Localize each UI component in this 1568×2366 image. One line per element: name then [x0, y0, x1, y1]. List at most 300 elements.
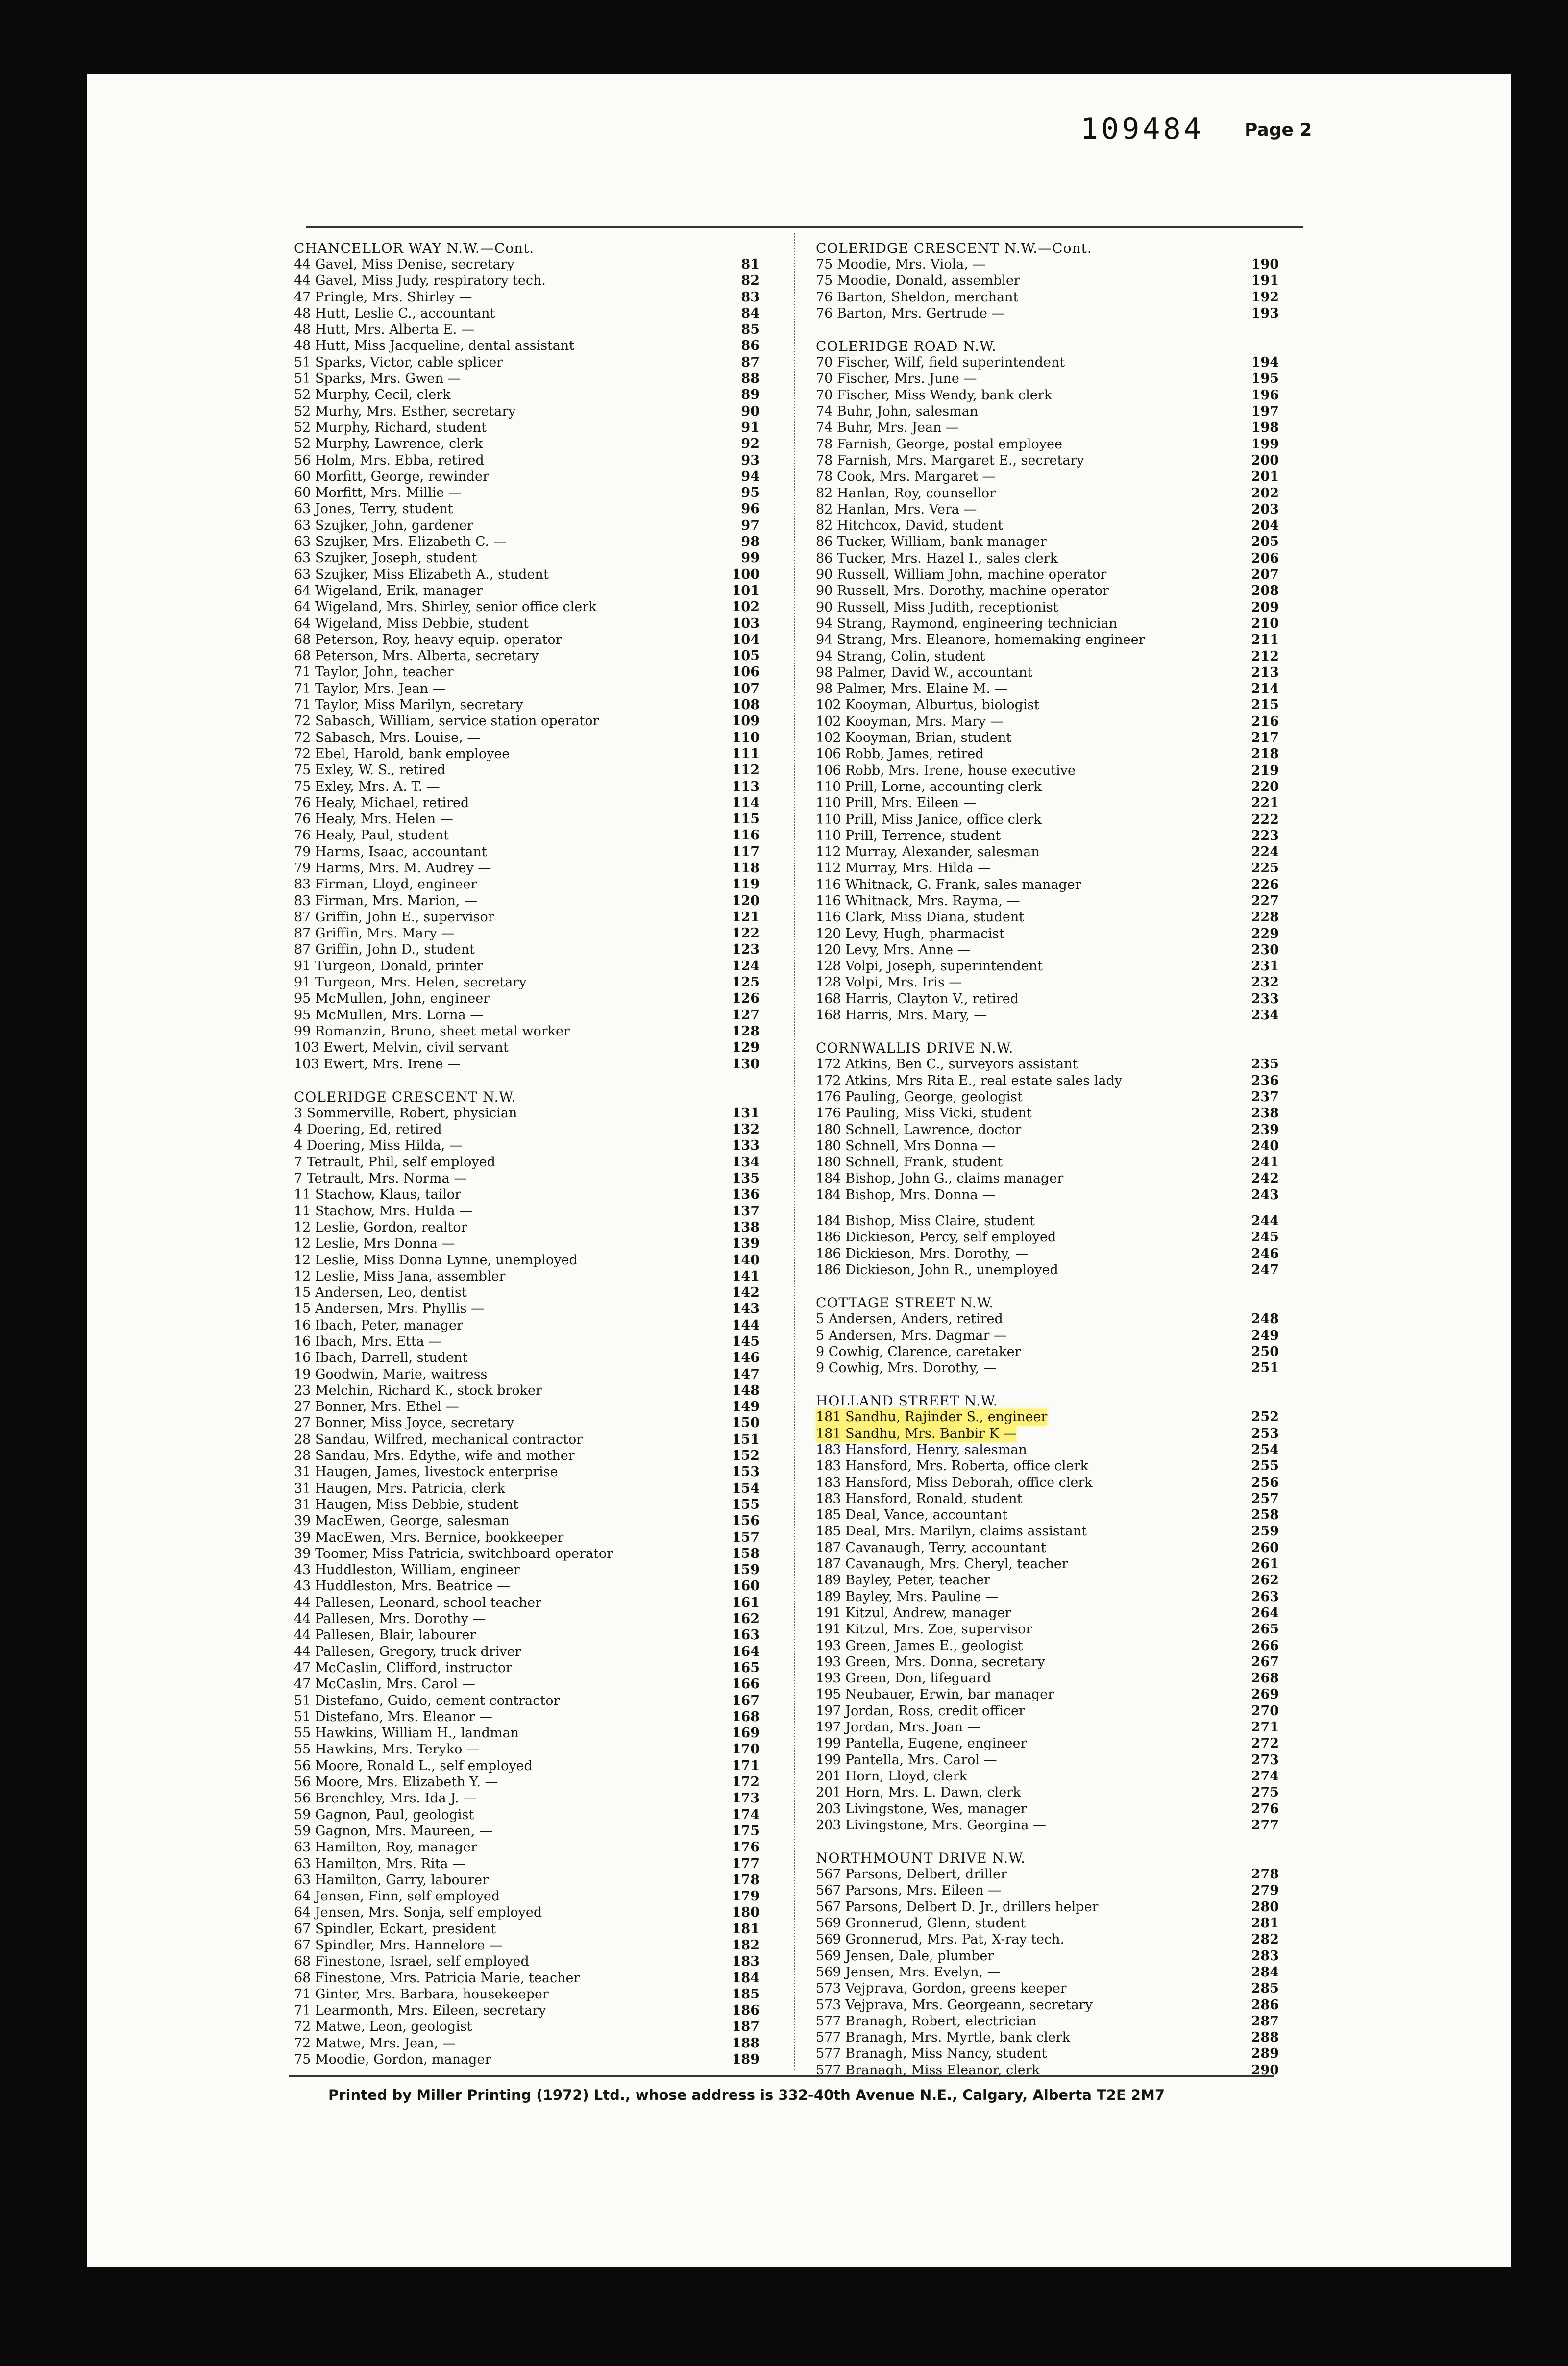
entry-text: 176 Pauling, Miss Vicki, student [816, 1106, 1032, 1121]
entry-text: 27 Bonner, Miss Joyce, secretary [294, 1415, 514, 1431]
directory-entry [816, 1589, 1279, 1605]
directory-entry [816, 518, 1279, 534]
entry-number: 258 [1251, 1507, 1279, 1523]
entry-text: 68 Finestone, Mrs. Patricia Marie, teacher [294, 1970, 580, 1986]
entry-text: 60 Morfitt, Mrs. Millie — [294, 485, 462, 501]
entry-text: 75 Moodie, Mrs. Viola, — [816, 257, 986, 272]
entry-text: 577 Branagh, Miss Eleanor, clerk [816, 2062, 1040, 2078]
entry-text: 102 Kooyman, Brian, student [816, 730, 1012, 746]
entry-text: 56 Moore, Ronald L., self employed [294, 1758, 533, 1774]
entry-number: 101 [732, 583, 760, 598]
entry-number: 264 [1251, 1605, 1279, 1621]
entry-text: 103 Ewert, Mrs. Irene — [294, 1056, 461, 1072]
directory-entry [294, 1464, 760, 1480]
entry-number: 177 [732, 1856, 760, 1872]
directory-entry [294, 1170, 760, 1186]
directory-entry [816, 860, 1279, 876]
street-heading: COLERIDGE ROAD N.W. [816, 338, 997, 355]
directory-entry [294, 1219, 760, 1235]
directory-entry [294, 1823, 760, 1839]
section-spacer [816, 321, 1279, 338]
entry-text: 90 Russell, William John, machine operator [816, 567, 1107, 583]
entry-number: 255 [1251, 1458, 1279, 1474]
entry-number: 142 [732, 1285, 760, 1301]
directory-entry [816, 958, 1279, 974]
street-heading: COLERIDGE CRESCENT N.W.—Cont. [816, 240, 1092, 256]
entry-number: 144 [732, 1317, 760, 1333]
entry-text: 184 Bishop, Mrs. Donna — [816, 1187, 996, 1203]
entry-number: 136 [732, 1187, 760, 1203]
entry-number: 94 [741, 468, 760, 484]
section-spacer [294, 1072, 760, 1089]
left-column [294, 240, 760, 2068]
entry-number: 110 [732, 730, 760, 745]
entry-text: 48 Hutt, Miss Jacqueline, dental assistant [294, 338, 575, 354]
entry-number: 146 [732, 1350, 760, 1366]
directory-entry [816, 1915, 1279, 1931]
entry-number: 262 [1251, 1573, 1279, 1588]
directory-entry [816, 812, 1279, 828]
entry-number: 270 [1251, 1703, 1279, 1719]
directory-entry [294, 2035, 760, 2051]
entry-text: 76 Barton, Mrs. Gertrude — [816, 305, 1005, 321]
entry-text: 185 Deal, Mrs. Marilyn, claims assistant [816, 1524, 1087, 1539]
entry-text: 110 Prill, Mrs. Eileen — [816, 795, 977, 811]
entry-number: 137 [732, 1203, 760, 1219]
entry-text: 28 Sandau, Mrs. Edythe, wife and mother [294, 1448, 575, 1464]
directory-entry [294, 762, 760, 778]
directory-entry [294, 1317, 760, 1333]
entry-number: 232 [1251, 975, 1279, 990]
entry-text: 72 Matwe, Leon, geologist [294, 2019, 472, 2035]
entry-number: 172 [732, 1774, 760, 1790]
entry-text: 76 Healy, Paul, student [294, 828, 449, 843]
entry-number: 173 [732, 1791, 760, 1806]
entry-number: 132 [732, 1122, 760, 1137]
directory-entry [816, 419, 1279, 436]
entry-number: 274 [1251, 1768, 1279, 1784]
directory-entry [294, 321, 760, 338]
entry-text: 44 Pallesen, Blair, labourer [294, 1627, 476, 1643]
entry-number: 267 [1251, 1654, 1279, 1670]
directory-entry [294, 1137, 760, 1154]
entry-number: 277 [1251, 1817, 1279, 1833]
entry-text: 106 Robb, Mrs. Irene, house executive [816, 763, 1076, 778]
directory-entry [816, 730, 1279, 746]
entry-text: 47 Pringle, Mrs. Shirley — [294, 289, 472, 305]
entry-number: 114 [732, 795, 760, 811]
entry-number: 233 [1251, 991, 1279, 1007]
directory-entry [816, 909, 1279, 925]
entry-number: 149 [732, 1399, 760, 1415]
entry-number: 157 [732, 1529, 760, 1545]
entry-text: 56 Holm, Mrs. Ebba, retired [294, 452, 484, 468]
directory-entry [294, 681, 760, 697]
entry-number: 280 [1251, 1899, 1279, 1915]
entry-number: 82 [741, 273, 760, 289]
entry-text: 197 Jordan, Ross, credit officer [816, 1703, 1025, 1719]
entry-text: 569 Jensen, Dale, plumber [816, 1948, 994, 1964]
entry-number: 265 [1251, 1622, 1279, 1637]
entry-number: 260 [1251, 1540, 1279, 1555]
entry-number: 83 [741, 289, 760, 305]
directory-entry [294, 256, 760, 272]
directory-entry [816, 1752, 1279, 1768]
entry-text: 71 Learmonth, Mrs. Eileen, secretary [294, 2003, 546, 2019]
entry-number: 192 [1251, 289, 1279, 305]
directory-entry [294, 1611, 760, 1627]
entry-number: 273 [1251, 1752, 1279, 1768]
entry-number: 107 [732, 681, 760, 696]
directory-entry [816, 616, 1279, 632]
entry-text: 172 Atkins, Ben C., surveyors assistant [816, 1057, 1078, 1072]
entry-text: 116 Whitnack, Mrs. Rayma, — [816, 893, 1020, 909]
directory-entry [816, 1605, 1279, 1621]
directory-entry [294, 1839, 760, 1855]
street-heading: COTTAGE STREET N.W. [816, 1295, 994, 1311]
top-rule [306, 226, 1303, 228]
directory-entry [294, 1105, 760, 1121]
entry-text: 180 Schnell, Mrs Donna — [816, 1138, 996, 1154]
directory-entry [294, 1529, 760, 1546]
entry-text: 72 Matwe, Mrs. Jean, — [294, 2035, 456, 2051]
entry-text: 168 Harris, Clayton V., retired [816, 991, 1019, 1007]
directory-entry [294, 1741, 760, 1757]
entry-number: 162 [732, 1611, 760, 1627]
entry-text: 16 Ibach, Peter, manager [294, 1317, 463, 1333]
directory-entry [294, 844, 760, 860]
directory-entry [294, 893, 760, 909]
directory-entry [816, 305, 1279, 321]
entry-number: 283 [1251, 1948, 1279, 1964]
directory-entry [294, 403, 760, 419]
entry-number: 225 [1251, 861, 1279, 876]
entry-text: 43 Huddleston, Mrs. Beatrice — [294, 1578, 511, 1594]
entry-text: 63 Jones, Terry, student [294, 501, 453, 517]
entry-number: 276 [1251, 1801, 1279, 1817]
entry-text: 7 Tetrault, Phil, self employed [294, 1154, 495, 1170]
printer-footer: Printed by Miller Printing (1972) Ltd., whose address is 332-40th Avenue N.E., Calgary, Alberta T2E 2M7 [328, 2087, 1165, 2103]
directory-entry [816, 370, 1279, 387]
directory-entry [816, 665, 1279, 681]
entry-number: 224 [1251, 844, 1279, 860]
directory-entry [294, 795, 760, 811]
entry-text: 186 Dickieson, John R., unemployed [816, 1262, 1058, 1278]
entry-text: 90 Russell, Mrs. Dorothy, machine operator [816, 583, 1109, 599]
entry-text: 87 Griffin, Mrs. Mary — [294, 926, 455, 941]
directory-entry [294, 811, 760, 827]
entry-number: 89 [741, 387, 760, 403]
entry-text: 94 Strang, Raymond, engineering technician [816, 616, 1118, 631]
directory-entry [816, 1964, 1279, 1980]
entry-text: 75 Exley, Mrs. A. T. — [294, 779, 440, 794]
directory-entry [294, 1268, 760, 1284]
entry-number: 178 [732, 1872, 760, 1888]
directory-entry [294, 958, 760, 974]
entry-number: 245 [1251, 1230, 1279, 1245]
section-spacer [816, 1376, 1279, 1393]
entry-number: 269 [1251, 1687, 1279, 1702]
entry-number: 153 [732, 1464, 760, 1480]
entry-number: 123 [732, 942, 760, 958]
directory-entry [294, 1676, 760, 1692]
directory-entry [294, 599, 760, 615]
directory-entry [816, 1344, 1279, 1360]
entry-text: 76 Healy, Mrs. Helen — [294, 812, 453, 827]
entry-number: 140 [732, 1252, 760, 1268]
directory-entry [816, 1719, 1279, 1735]
entry-text: 63 Szujker, Mrs. Elizabeth C. — [294, 534, 507, 550]
entry-number: 112 [732, 763, 760, 778]
entry-text: 63 Hamilton, Roy, manager [294, 1840, 477, 1855]
directory-entry [294, 616, 760, 632]
directory-entry [294, 518, 760, 534]
directory-entry [816, 550, 1279, 567]
entry-number: 117 [732, 844, 760, 860]
entry-text: 16 Ibach, Darrell, student [294, 1350, 468, 1366]
entry-text: 52 Murhy, Mrs. Esther, secretary [294, 403, 516, 419]
entry-text: 52 Murphy, Richard, student [294, 419, 487, 435]
directory-entry [816, 1138, 1279, 1154]
entry-number: 241 [1251, 1155, 1279, 1170]
entry-number: 81 [741, 257, 760, 272]
entry-number: 252 [1251, 1409, 1279, 1425]
entry-number: 211 [1251, 632, 1279, 648]
entry-text: 23 Melchin, Richard K., stock broker [294, 1382, 542, 1398]
directory-entry [294, 1709, 760, 1725]
directory-entry [816, 2013, 1279, 2029]
directory-entry [294, 1399, 760, 1415]
entry-number: 91 [741, 419, 760, 435]
directory-entry [816, 991, 1279, 1007]
entry-text: 78 Cook, Mrs. Margaret — [816, 469, 996, 485]
entry-text: 51 Sparks, Victor, cable splicer [294, 354, 503, 370]
entry-number: 279 [1251, 1883, 1279, 1898]
entry-text: 75 Moodie, Gordon, manager [294, 2052, 491, 2068]
entry-text: 79 Harms, Isaac, accountant [294, 844, 487, 860]
entry-text: 193 Green, Mrs. Donna, secretary [816, 1654, 1045, 1670]
entry-text: 199 Pantella, Eugene, engineer [816, 1736, 1027, 1751]
entry-text: 63 Hamilton, Garry, labourer [294, 1872, 489, 1888]
entry-text: 60 Morfitt, George, rewinder [294, 468, 489, 484]
entry-number: 106 [732, 665, 760, 680]
entry-text: 76 Barton, Sheldon, merchant [816, 289, 1019, 305]
entry-number: 129 [732, 1040, 760, 1056]
directory-entry [294, 419, 760, 436]
directory-entry [294, 1562, 760, 1578]
entry-text: 191 Kitzul, Andrew, manager [816, 1605, 1011, 1621]
entry-number: 203 [1251, 501, 1279, 517]
entry-number: 167 [732, 1693, 760, 1708]
entry-text: 116 Clark, Miss Diana, student [816, 910, 1025, 925]
section-spacer [816, 1833, 1279, 1850]
entry-number: 246 [1251, 1246, 1279, 1261]
directory-entry [294, 1937, 760, 1953]
entry-number: 266 [1251, 1638, 1279, 1653]
entry-number: 122 [732, 926, 760, 941]
entry-number: 285 [1251, 1981, 1279, 1996]
entry-number: 217 [1251, 730, 1279, 746]
directory-entry [294, 1986, 760, 2002]
entry-text: 112 Murray, Mrs. Hilda — [816, 861, 991, 876]
directory-entry [294, 1121, 760, 1137]
directory-entry [816, 256, 1279, 272]
directory-entry [294, 1186, 760, 1203]
directory-entry [294, 2002, 760, 2019]
street-heading: COLERIDGE CRESCENT N.W. [294, 1088, 516, 1105]
entry-number: 222 [1251, 812, 1279, 827]
directory-entry [294, 1872, 760, 1888]
directory-entry [294, 1790, 760, 1806]
entry-number: 278 [1251, 1867, 1279, 1882]
entry-number: 290 [1251, 2062, 1279, 2078]
entry-text: 183 Hansford, Ronald, student [816, 1491, 1023, 1506]
entry-text: 90 Russell, Miss Judith, receptionist [816, 599, 1058, 615]
entry-text: 68 Peterson, Roy, heavy equip. operator [294, 632, 562, 647]
entry-text: 7 Tetrault, Mrs. Norma — [294, 1171, 467, 1186]
entry-text: 44 Gavel, Miss Judy, respiratory tech. [294, 273, 546, 289]
directory-entry [816, 468, 1279, 485]
entry-text: 99 Romanzin, Bruno, sheet metal worker [294, 1023, 570, 1039]
directory-entry [294, 1023, 760, 1039]
entry-number: 237 [1251, 1089, 1279, 1105]
entry-number: 249 [1251, 1328, 1279, 1343]
entry-number: 216 [1251, 714, 1279, 729]
entry-number: 286 [1251, 1997, 1279, 2013]
entry-text: 68 Peterson, Mrs. Alberta, secretary [294, 648, 539, 664]
entry-text: 55 Hawkins, Mrs. Teryko — [294, 1742, 480, 1757]
directory-entry [294, 876, 760, 892]
entry-text: 12 Leslie, Mrs Donna — [294, 1236, 455, 1252]
directory-entry [816, 1980, 1279, 1996]
directory-entry [816, 403, 1279, 419]
entry-number: 154 [732, 1480, 760, 1496]
entry-number: 189 [732, 2052, 760, 2068]
entry-text: 75 Moodie, Donald, assembler [816, 273, 1020, 289]
entry-text: 72 Sabasch, William, service station operator [294, 714, 599, 729]
section-spacer [816, 1278, 1279, 1295]
directory-entry [294, 485, 760, 501]
directory-entry [816, 1328, 1279, 1344]
entry-text: 64 Wigeland, Erik, manager [294, 583, 483, 598]
entry-number: 141 [732, 1268, 760, 1284]
directory-entry [294, 1333, 760, 1350]
entry-number: 227 [1251, 893, 1279, 909]
entry-number: 135 [732, 1171, 760, 1186]
entry-text: 87 Griffin, John E., supervisor [294, 909, 494, 925]
entry-number: 174 [732, 1807, 760, 1823]
directory-entry [294, 1007, 760, 1023]
directory-entry [816, 1229, 1279, 1245]
directory-entry [294, 730, 760, 746]
directory-entry [294, 550, 760, 566]
entry-number: 253 [1251, 1426, 1279, 1441]
entry-text: 193 Green, James E., geologist [816, 1638, 1023, 1653]
directory-entry [816, 1572, 1279, 1588]
entry-text: 52 Murphy, Cecil, clerk [294, 387, 451, 403]
entry-text: 191 Kitzul, Mrs. Zoe, supervisor [816, 1622, 1032, 1637]
entry-number: 139 [732, 1236, 760, 1252]
directory-entry [294, 925, 760, 941]
directory-entry [294, 827, 760, 843]
entry-text: 71 Taylor, John, teacher [294, 665, 454, 680]
directory-entry [294, 697, 760, 713]
entry-number: 118 [732, 860, 760, 876]
entry-text: 19 Goodwin, Marie, waitress [294, 1366, 488, 1382]
entry-text: 181 Sandhu, Mrs. Banbir K — [816, 1426, 1017, 1441]
entry-text: 91 Turgeon, Mrs. Helen, secretary [294, 975, 527, 990]
entry-text: 59 Gagnon, Mrs. Maureen, — [294, 1823, 493, 1839]
entry-number: 247 [1251, 1262, 1279, 1278]
entry-text: 567 Parsons, Mrs. Eileen — [816, 1883, 1002, 1898]
entry-number: 134 [732, 1154, 760, 1170]
directory-entry [816, 1491, 1279, 1507]
street-section [816, 338, 1279, 1023]
entry-text: 44 Pallesen, Leonard, school teacher [294, 1595, 542, 1610]
directory-entry [294, 1415, 760, 1431]
entry-number: 158 [732, 1546, 760, 1561]
entry-number: 187 [732, 2019, 760, 2035]
entry-number: 127 [732, 1007, 760, 1023]
directory-entry [294, 1039, 760, 1056]
entry-text: 569 Gronnerud, Mrs. Pat, X-ray tech. [816, 1932, 1065, 1947]
directory-entry [294, 289, 760, 305]
entry-number: 201 [1251, 469, 1279, 485]
entry-number: 96 [741, 501, 760, 517]
entry-text: 31 Haugen, Miss Debbie, student [294, 1497, 518, 1512]
directory-entry [294, 1725, 760, 1741]
entry-number: 148 [732, 1382, 760, 1398]
directory-entry [294, 1856, 760, 1872]
entry-number: 254 [1251, 1442, 1279, 1457]
entry-text: 70 Fischer, Wilf, field superintendent [816, 355, 1065, 370]
entry-text: 71 Taylor, Miss Marilyn, secretary [294, 697, 523, 713]
entry-text: 577 Branagh, Miss Nancy, student [816, 2046, 1047, 2062]
entry-number: 182 [732, 1937, 760, 1953]
directory-entry [816, 1948, 1279, 1964]
directory-entry [294, 1252, 760, 1268]
entry-number: 185 [732, 1986, 760, 2002]
entry-text: 187 Cavanaugh, Terry, accountant [816, 1540, 1047, 1555]
entry-number: 219 [1251, 763, 1279, 778]
entry-number: 108 [732, 697, 760, 713]
entry-number: 209 [1251, 599, 1279, 615]
entry-text: 68 Finestone, Israel, self employed [294, 1954, 529, 1970]
directory-entry [294, 468, 760, 485]
directory-entry [294, 1366, 760, 1382]
directory-entry [816, 289, 1279, 305]
entry-text: 86 Tucker, William, bank manager [816, 534, 1047, 550]
entry-number: 155 [732, 1497, 760, 1512]
entry-number: 193 [1251, 305, 1279, 321]
right-column [816, 240, 1279, 2078]
directory-entry [816, 1556, 1279, 1572]
entry-text: 569 Jensen, Mrs. Evelyn, — [816, 1964, 1001, 1980]
entry-text: 12 Leslie, Miss Donna Lynne, unemployed [294, 1252, 578, 1268]
entry-text: 186 Dickieson, Percy, self employed [816, 1230, 1056, 1245]
entry-number: 145 [732, 1334, 760, 1349]
directory-entry [816, 697, 1279, 713]
entry-text: 79 Harms, Mrs. M. Audrey — [294, 860, 491, 876]
directory-entry [816, 1540, 1279, 1556]
entry-text: 67 Spindler, Mrs. Hannelore — [294, 1937, 503, 1953]
entry-text: 102 Kooyman, Mrs. Mary — [816, 714, 1004, 729]
entry-text: 573 Vejprava, Mrs. Georgeann, secretary [816, 1997, 1093, 2013]
directory-entry [816, 877, 1279, 893]
directory-entry [294, 974, 760, 990]
entry-text: 95 McMullen, John, engineer [294, 991, 490, 1007]
entry-text: 31 Haugen, James, livestock enterprise [294, 1464, 558, 1480]
